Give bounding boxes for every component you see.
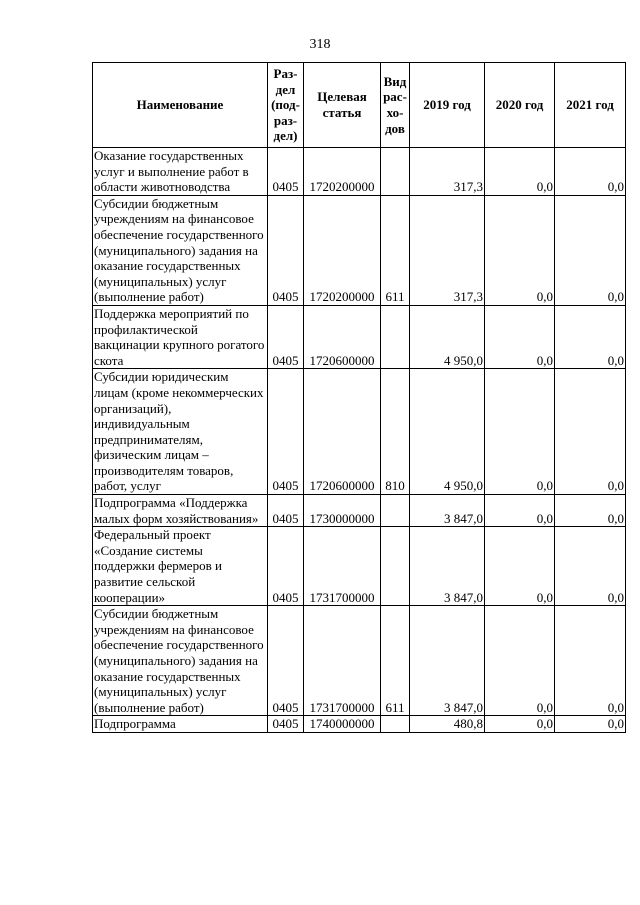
row-2019: 3 847,0 — [410, 495, 485, 527]
row-name: Субсидии бюджетным учреждениям на финансовое обеспечение государственного (муниципального) задания на оказание государственных (муниципальных) услуг (выполнение работ) — [93, 195, 268, 305]
row-2020: 0,0 — [485, 195, 555, 305]
table-row — [93, 195, 626, 305]
row-name: Поддержка мероприятий по профилактической вакцинации крупного рогатого скота — [93, 305, 268, 368]
header-2021: 2021 год — [555, 63, 626, 148]
row-target: 1720600000 — [304, 369, 381, 495]
row-2020: 0,0 — [485, 305, 555, 368]
row-section: 0405 — [268, 716, 304, 733]
header-section: Раз- дел (под- раз- дел) — [268, 63, 304, 148]
row-2021: 0,0 — [555, 495, 626, 527]
row-name: Подпрограмма — [93, 716, 268, 733]
row-2021: 0,0 — [555, 195, 626, 305]
header-expense: Вид рас- хо- дов — [381, 63, 410, 148]
row-section: 0405 — [268, 148, 304, 196]
budget-table — [92, 62, 626, 733]
row-section: 0405 — [268, 305, 304, 368]
row-2021: 0,0 — [555, 527, 626, 606]
row-2019: 3 847,0 — [410, 527, 485, 606]
row-target: 1720200000 — [304, 148, 381, 196]
row-section: 0405 — [268, 369, 304, 495]
row-2019: 480,8 — [410, 716, 485, 733]
row-expense — [381, 148, 410, 196]
table-row — [93, 716, 626, 733]
row-2020: 0,0 — [485, 527, 555, 606]
row-2019: 4 950,0 — [410, 305, 485, 368]
table-row — [93, 606, 626, 716]
table-row — [93, 527, 626, 606]
row-2020: 0,0 — [485, 495, 555, 527]
row-2021: 0,0 — [555, 305, 626, 368]
row-name: Оказание государственных услуг и выполнение работ в области животноводства — [93, 148, 268, 196]
row-2021: 0,0 — [555, 716, 626, 733]
row-expense — [381, 716, 410, 733]
row-target: 1731700000 — [304, 527, 381, 606]
row-section: 0405 — [268, 606, 304, 716]
page-number: 318 — [309, 37, 331, 52]
row-name: Подпрограмма «Поддержка малых форм хозяйствования» — [93, 495, 268, 527]
table-row — [93, 369, 626, 495]
table-row — [93, 495, 626, 527]
row-expense: 611 — [381, 195, 410, 305]
row-2019: 3 847,0 — [410, 606, 485, 716]
header-target: Целевая статья — [304, 63, 381, 148]
row-2020: 0,0 — [485, 716, 555, 733]
row-expense: 611 — [381, 606, 410, 716]
header-name: Наименование — [93, 63, 268, 148]
header-2020: 2020 год — [485, 63, 555, 148]
table-header-row — [93, 63, 626, 148]
row-2021: 0,0 — [555, 606, 626, 716]
table-row — [93, 305, 626, 368]
row-2019: 317,3 — [410, 148, 485, 196]
row-section: 0405 — [268, 195, 304, 305]
row-expense — [381, 527, 410, 606]
row-2021: 0,0 — [555, 369, 626, 495]
row-target: 1720200000 — [304, 195, 381, 305]
row-target: 1730000000 — [304, 495, 381, 527]
row-name: Субсидии бюджетным учреждениям на финансовое обеспечение государственного (муниципального) задания на оказание государственных (муниципальных) услуг (выполнение работ) — [93, 606, 268, 716]
row-expense — [381, 305, 410, 368]
row-2019: 317,3 — [410, 195, 485, 305]
row-2020: 0,0 — [485, 606, 555, 716]
header-2019: 2019 год — [410, 63, 485, 148]
row-name: Субсидии юридическим лицам (кроме некоммерческих организаций), индивидуальным предпринимателям, физическим лицам – производителям товаров, работ, услуг — [93, 369, 268, 495]
row-2021: 0,0 — [555, 148, 626, 196]
row-target: 1731700000 — [304, 606, 381, 716]
row-section: 0405 — [268, 527, 304, 606]
row-target: 1740000000 — [304, 716, 381, 733]
row-expense: 810 — [381, 369, 410, 495]
row-2019: 4 950,0 — [410, 369, 485, 495]
row-section: 0405 — [268, 495, 304, 527]
row-2020: 0,0 — [485, 148, 555, 196]
row-expense — [381, 495, 410, 527]
row-name: Федеральный проект «Создание системы поддержки фермеров и развитие сельской кооперации» — [93, 527, 268, 606]
row-2020: 0,0 — [485, 369, 555, 495]
table-row — [93, 148, 626, 196]
row-target: 1720600000 — [304, 305, 381, 368]
